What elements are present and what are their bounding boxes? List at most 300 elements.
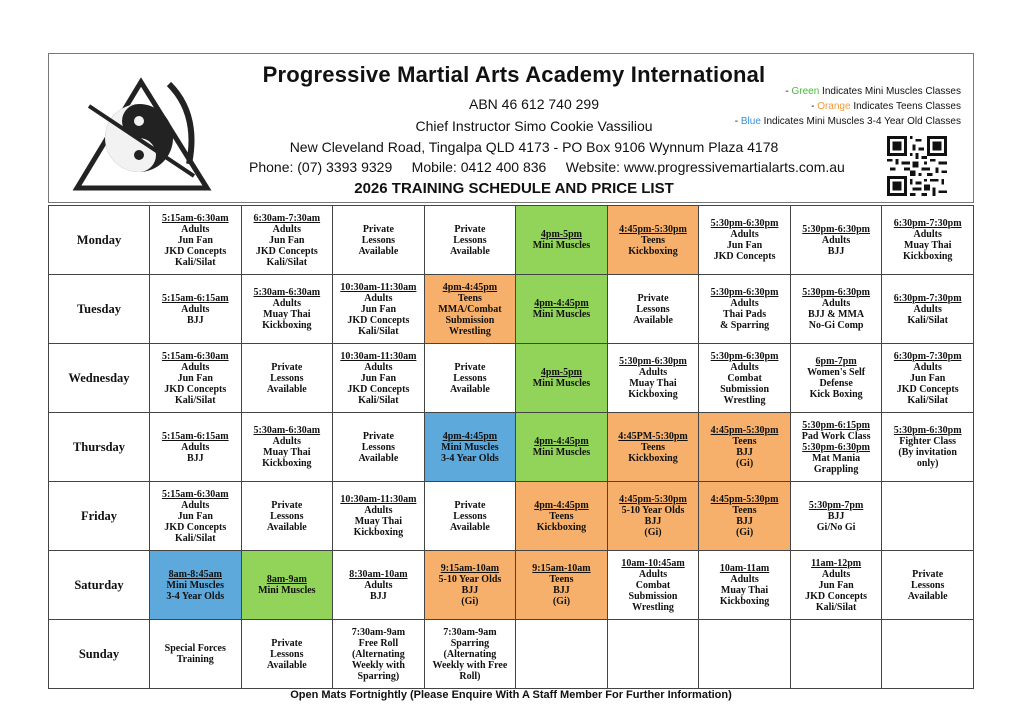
schedule-cell bbox=[241, 275, 333, 344]
class-detail: Mini Muscles bbox=[532, 378, 591, 389]
class-detail: BJJ bbox=[644, 516, 662, 527]
class-detail: Submission bbox=[445, 314, 495, 326]
class-detail: JKD Concepts bbox=[805, 590, 868, 602]
schedule-cell bbox=[333, 620, 425, 689]
class-detail: Private bbox=[912, 568, 944, 580]
class-detail: Available bbox=[266, 383, 307, 395]
class-detail: Kali/Silat bbox=[907, 314, 948, 326]
class-time: 4pm-4:45pm bbox=[442, 281, 498, 293]
class-detail: Kali/Silat bbox=[358, 325, 399, 337]
schedule-cell bbox=[333, 551, 425, 620]
schedule-cell bbox=[516, 344, 608, 413]
schedule-cell bbox=[882, 620, 974, 689]
class-detail: Lessons bbox=[270, 372, 304, 384]
class-detail: Adults bbox=[913, 303, 942, 315]
table-row bbox=[49, 206, 974, 275]
schedule-cell bbox=[150, 344, 242, 413]
class-time: 9:15am-10am bbox=[440, 563, 500, 574]
class-detail: Wrestling bbox=[632, 601, 674, 613]
class-time: 10:30am-11:30am bbox=[340, 281, 417, 293]
class-time: 4pm-4:45pm bbox=[442, 430, 498, 442]
class-time: 5:30pm-7pm bbox=[808, 499, 864, 511]
schedule-cell bbox=[333, 344, 425, 413]
schedule-cell bbox=[790, 344, 882, 413]
class-time: 5:15am-6:30am bbox=[161, 488, 229, 500]
class-detail: Available bbox=[450, 245, 490, 257]
schedule-cell bbox=[882, 551, 974, 620]
schedule-cell bbox=[516, 413, 608, 482]
class-detail: Available bbox=[450, 383, 490, 395]
class-detail: Submission bbox=[720, 383, 770, 395]
class-detail: JKD Concepts bbox=[713, 251, 776, 262]
class-detail: Gi/No Gi bbox=[816, 521, 856, 533]
day-label: Saturday bbox=[49, 551, 150, 620]
class-detail: BJJ bbox=[736, 516, 753, 527]
class-detail: Adults bbox=[364, 505, 393, 516]
class-detail: Special Forces bbox=[164, 643, 226, 654]
class-detail: Adults bbox=[638, 367, 668, 378]
legend-green: - Green Indicates Mini Muscles Classes bbox=[785, 86, 961, 97]
schedule-cell bbox=[882, 206, 974, 275]
class-detail: Available bbox=[266, 521, 307, 533]
class-time: 5:30pm-6:30pm bbox=[802, 287, 870, 298]
class-time: 9:15am-10am bbox=[532, 563, 591, 574]
schedule-cell bbox=[241, 482, 333, 551]
class-time: 6:30pm-7:30pm bbox=[893, 292, 962, 304]
class-detail: Jun Fan bbox=[177, 372, 213, 384]
class-time: 5:15am-6:15am bbox=[161, 430, 229, 442]
qr-code-icon bbox=[887, 136, 947, 196]
class-detail: Mini Muscles bbox=[166, 579, 225, 591]
class-detail: JKD Concepts bbox=[347, 314, 410, 326]
contact-text: Phone: (07) 3393 9329 Mobile: 0412 400 836 Website: www.progressivemartialarts.com.au bbox=[249, 159, 845, 175]
class-detail: Adults bbox=[730, 361, 759, 373]
schedule-cell bbox=[790, 551, 882, 620]
class-time: 5:30am-6:30am bbox=[253, 425, 321, 436]
class-detail: Jun Fan bbox=[177, 510, 213, 522]
class-detail: Mini Muscles bbox=[258, 585, 316, 596]
class-detail: Adults bbox=[730, 298, 759, 309]
class-detail: 7:30am-9am bbox=[351, 626, 406, 638]
class-detail: 3-4 Year Olds bbox=[166, 590, 225, 602]
class-time: 4pm-4:45pm bbox=[534, 499, 589, 511]
class-detail: Teens bbox=[549, 510, 574, 522]
class-detail: Fighter Class bbox=[899, 436, 957, 447]
class-detail: JKD Concepts bbox=[164, 245, 227, 257]
class-detail: Free Roll bbox=[358, 637, 399, 649]
class-time: 11am-12pm bbox=[811, 557, 862, 569]
schedule-cell bbox=[882, 344, 974, 413]
abn-text: ABN 46 612 740 299 bbox=[469, 96, 599, 112]
schedule-table bbox=[48, 205, 974, 689]
table-row bbox=[49, 413, 974, 482]
schedule-cell bbox=[699, 482, 791, 551]
class-time: 10am-10:45am bbox=[621, 557, 685, 569]
legend-blue: - Blue Indicates Mini Muscles 3-4 Year Old Classes bbox=[734, 116, 961, 127]
class-detail: Private bbox=[454, 361, 486, 373]
class-detail: Lessons bbox=[453, 372, 487, 384]
class-time: 4:45pm-5:30pm bbox=[619, 223, 687, 235]
class-time: 6:30pm-7:30pm bbox=[893, 350, 962, 362]
class-detail: Combat bbox=[635, 579, 671, 591]
class-detail: Adults bbox=[181, 303, 210, 315]
class-detail: BJJ bbox=[186, 452, 204, 464]
class-detail: JKD Concepts bbox=[896, 383, 959, 395]
class-detail: Adults bbox=[272, 223, 301, 235]
schedule-cell bbox=[790, 620, 882, 689]
schedule-title: 2026 TRAINING SCHEDULE AND PRICE LIST bbox=[354, 180, 674, 197]
class-detail: Kickboxing bbox=[628, 389, 678, 400]
schedule-cell bbox=[241, 344, 333, 413]
class-detail: Adults bbox=[821, 568, 851, 580]
class-time: 4pm-5pm bbox=[540, 229, 583, 240]
class-detail: Adults bbox=[364, 579, 393, 591]
schedule-cell bbox=[150, 413, 242, 482]
schedule-cell bbox=[150, 551, 242, 620]
class-time: 10am-11am bbox=[719, 563, 770, 574]
class-detail: Kickboxing bbox=[628, 245, 678, 257]
class-detail: & Sparring bbox=[719, 320, 770, 331]
class-time: 8am-8:45am bbox=[168, 568, 222, 580]
class-detail: BJJ & MMA bbox=[808, 309, 865, 320]
class-detail: Adults bbox=[181, 361, 210, 373]
class-time: 5:15am-6:30am bbox=[161, 350, 229, 362]
schedule-cell bbox=[516, 275, 608, 344]
schedule-cell bbox=[333, 482, 425, 551]
class-detail: Adults bbox=[181, 499, 210, 511]
schedule-cell bbox=[699, 275, 791, 344]
class-detail: MMA/Combat bbox=[438, 303, 502, 315]
class-detail: Muay Thai bbox=[629, 378, 677, 389]
class-detail: Adults bbox=[181, 223, 210, 235]
class-detail: Adults bbox=[364, 361, 393, 373]
class-detail: Jun Fan bbox=[269, 234, 305, 246]
schedule-cell bbox=[424, 344, 516, 413]
schedule-cell bbox=[333, 275, 425, 344]
table-row bbox=[49, 482, 974, 551]
class-detail: Adults bbox=[821, 298, 851, 309]
class-detail: Wrestling bbox=[723, 394, 766, 406]
schedule-cell bbox=[150, 620, 242, 689]
class-time: 6:30pm-7:30pm bbox=[893, 218, 962, 229]
class-detail: Private bbox=[271, 637, 303, 649]
schedule-cell bbox=[882, 482, 974, 551]
class-detail: BJJ bbox=[827, 510, 845, 522]
class-detail: Mini Muscles bbox=[532, 309, 591, 320]
schedule-cell bbox=[150, 275, 242, 344]
class-detail: Grappling bbox=[813, 463, 859, 475]
schedule-cell bbox=[241, 620, 333, 689]
class-detail: (Gi) bbox=[461, 596, 479, 607]
class-detail: Mini Muscles bbox=[532, 447, 591, 458]
class-detail: 5-10 Year Olds bbox=[438, 574, 502, 585]
class-detail: Jun Fan bbox=[910, 372, 946, 384]
class-detail: Lessons bbox=[911, 579, 945, 591]
class-detail: (Gi) bbox=[735, 527, 754, 538]
schedule-cell bbox=[699, 344, 791, 413]
class-detail: JKD Concepts bbox=[347, 383, 410, 395]
color-legend bbox=[735, 84, 961, 129]
class-detail: Kickboxing bbox=[536, 521, 587, 533]
day-label: Thursday bbox=[49, 413, 150, 482]
class-time: 5:30pm-6:30pm bbox=[710, 287, 779, 298]
schedule-cell bbox=[424, 620, 516, 689]
address-text: New Cleveland Road, Tingalpa QLD 4173 - PO Box 9106 Wynnum Plaza 4178 bbox=[289, 139, 779, 155]
header-box bbox=[48, 53, 974, 203]
class-detail: Adults bbox=[730, 229, 759, 240]
class-time: 4:45PM-5:30pm bbox=[618, 430, 688, 442]
class-detail: Adults bbox=[821, 234, 851, 246]
class-detail: Kickboxing bbox=[628, 452, 678, 464]
schedule-cell bbox=[607, 206, 699, 275]
class-detail: 7:30am-9am bbox=[443, 626, 497, 638]
class-detail: Adults bbox=[913, 229, 942, 240]
class-detail: Kickboxing bbox=[719, 596, 770, 607]
class-detail: Women's Self bbox=[807, 367, 866, 378]
class-detail: (Gi) bbox=[735, 458, 754, 469]
schedule-cell bbox=[607, 275, 699, 344]
class-detail: Adults bbox=[272, 298, 301, 309]
legend-orange: - Orange Indicates Teens Classes bbox=[811, 101, 961, 112]
day-label: Monday bbox=[49, 206, 150, 275]
class-detail: (Gi) bbox=[644, 527, 662, 538]
class-detail: Adults bbox=[364, 292, 393, 304]
schedule-cell bbox=[882, 413, 974, 482]
schedule-cell bbox=[699, 413, 791, 482]
class-detail: Available bbox=[358, 452, 399, 464]
schedule-cell bbox=[699, 620, 791, 689]
class-detail: JKD Concepts bbox=[164, 383, 227, 395]
schedule-cell bbox=[516, 620, 608, 689]
class-detail: Jun Fan bbox=[360, 303, 397, 315]
schedule-cell bbox=[790, 275, 882, 344]
class-detail: BJJ bbox=[553, 585, 570, 596]
class-detail: 3-4 Year Olds bbox=[441, 452, 499, 464]
class-detail: Kickboxing bbox=[902, 251, 953, 262]
class-time: 8am-9am bbox=[266, 574, 307, 585]
page-title: Progressive Martial Arts Academy International bbox=[262, 62, 766, 87]
class-detail: Kali/Silat bbox=[358, 394, 399, 406]
schedule-cell bbox=[424, 206, 516, 275]
class-time: 5:30pm-6:30pm bbox=[802, 441, 870, 453]
class-detail: Private bbox=[454, 223, 486, 235]
class-detail: Lessons bbox=[453, 234, 487, 246]
schedule-cell bbox=[607, 551, 699, 620]
schedule-cell bbox=[790, 206, 882, 275]
table-row bbox=[49, 551, 974, 620]
class-detail: Muay Thai bbox=[354, 516, 403, 527]
schedule-cell bbox=[424, 482, 516, 551]
class-detail: Kali/Silat bbox=[907, 394, 948, 406]
schedule-cell bbox=[607, 344, 699, 413]
class-detail: Lessons bbox=[453, 510, 487, 522]
class-time: 4pm-5pm bbox=[540, 367, 583, 378]
day-label: Friday bbox=[49, 482, 150, 551]
class-detail: Lessons bbox=[270, 648, 304, 660]
class-time: 4:45pm-5:30pm bbox=[619, 494, 687, 505]
schedule-cell bbox=[516, 482, 608, 551]
class-detail: Mini Muscles bbox=[532, 240, 591, 251]
class-detail: Adults bbox=[272, 436, 301, 447]
class-detail: Sparring bbox=[450, 637, 490, 649]
table-row bbox=[49, 275, 974, 344]
class-detail: Teens bbox=[732, 436, 757, 447]
class-detail: Jun Fan bbox=[360, 372, 397, 384]
class-detail: Available bbox=[358, 245, 399, 257]
class-detail: Teens bbox=[457, 292, 482, 304]
class-detail: (Gi) bbox=[552, 596, 571, 607]
schedule-cell bbox=[150, 482, 242, 551]
day-label: Tuesday bbox=[49, 275, 150, 344]
table-row bbox=[49, 620, 974, 689]
class-detail: Lessons bbox=[361, 441, 396, 453]
class-detail: Kickboxing bbox=[262, 458, 312, 469]
schedule-cell bbox=[699, 206, 791, 275]
class-detail: Teens bbox=[549, 574, 574, 585]
class-detail: Available bbox=[633, 314, 673, 326]
class-detail: Muay Thai bbox=[904, 240, 952, 251]
class-time: 6pm-7pm bbox=[815, 356, 857, 367]
class-detail: Training bbox=[176, 654, 214, 665]
class-time: 10:30am-11:30am bbox=[340, 494, 417, 505]
schedule-cell bbox=[424, 413, 516, 482]
class-time: 5:30pm-6:30pm bbox=[893, 425, 962, 436]
class-detail: Mini Muscles bbox=[441, 441, 499, 453]
class-time: 8:30am-10am bbox=[349, 568, 408, 580]
schedule-cell bbox=[516, 206, 608, 275]
day-label: Wednesday bbox=[49, 344, 150, 413]
class-detail: Private bbox=[271, 361, 303, 373]
schedule-cell bbox=[699, 551, 791, 620]
class-time: 6:30am-7:30am bbox=[253, 212, 321, 224]
class-detail: Private bbox=[362, 223, 394, 235]
class-time: 5:15am-6:30am bbox=[161, 212, 229, 224]
class-detail: Private bbox=[362, 430, 394, 442]
class-detail: Kick Boxing bbox=[809, 389, 863, 400]
class-detail: Kali/Silat bbox=[174, 532, 216, 544]
instructor-text: Chief Instructor Simo Cookie Vassiliou bbox=[415, 118, 653, 134]
class-detail: Private bbox=[454, 499, 486, 511]
class-detail: Weekly with bbox=[351, 659, 405, 671]
schedule-cell bbox=[607, 413, 699, 482]
class-time: 5:30pm-6:30pm bbox=[710, 350, 779, 362]
class-detail: Private bbox=[271, 499, 303, 511]
class-detail: 5-10 Year Olds bbox=[621, 505, 685, 516]
yin-yang-logo bbox=[69, 76, 214, 194]
schedule-cell bbox=[424, 551, 516, 620]
schedule-cell bbox=[424, 275, 516, 344]
class-detail: Adults bbox=[638, 568, 668, 580]
schedule-cell bbox=[516, 551, 608, 620]
class-detail: Private bbox=[637, 292, 669, 304]
class-detail: Combat bbox=[727, 372, 762, 384]
class-detail: only) bbox=[916, 458, 939, 469]
class-detail: BJJ bbox=[736, 447, 753, 458]
class-detail: Sparring) bbox=[357, 670, 400, 682]
class-detail: (Alternating bbox=[443, 648, 497, 660]
class-detail: Muay Thai bbox=[263, 309, 311, 320]
class-detail: Lessons bbox=[361, 234, 396, 246]
class-detail: BJJ bbox=[186, 314, 204, 326]
class-detail: BJJ bbox=[370, 590, 387, 602]
class-detail: Submission bbox=[628, 590, 678, 602]
class-detail: (By invitation bbox=[898, 447, 957, 458]
schedule-cell bbox=[607, 482, 699, 551]
class-time: 5:30pm-6:15pm bbox=[802, 419, 870, 431]
class-detail: BJJ bbox=[461, 585, 479, 596]
class-time: 5:15am-6:15am bbox=[161, 292, 229, 304]
class-detail: Thai Pads bbox=[723, 309, 767, 320]
class-detail: Teens bbox=[640, 441, 666, 453]
schedule-cell bbox=[150, 206, 242, 275]
class-time: 10:30am-11:30am bbox=[340, 350, 417, 362]
class-detail: Kickboxing bbox=[353, 527, 404, 538]
footer-note: Open Mats Fortnightly (Please Enquire With A Staff Member For Further Information) bbox=[290, 689, 732, 701]
schedule-cell bbox=[790, 482, 882, 551]
class-detail: Teens bbox=[640, 234, 666, 246]
class-detail: BJJ bbox=[827, 245, 845, 257]
class-time: 5:30am-6:30am bbox=[253, 287, 321, 298]
class-detail: Adults bbox=[730, 574, 759, 585]
class-detail: Jun Fan bbox=[177, 234, 213, 246]
class-detail: Adults bbox=[913, 361, 942, 373]
class-time: 4pm-4:45pm bbox=[534, 436, 589, 447]
class-detail: Available bbox=[450, 521, 490, 533]
class-detail: Kali/Silat bbox=[266, 256, 308, 268]
class-detail: Kali/Silat bbox=[174, 394, 216, 406]
schedule-cell bbox=[241, 413, 333, 482]
schedule-cell bbox=[790, 413, 882, 482]
class-detail: Lessons bbox=[636, 303, 670, 315]
schedule-cell bbox=[333, 206, 425, 275]
class-detail: (Alternating bbox=[351, 648, 405, 660]
class-time: 4:45pm-5:30pm bbox=[710, 425, 779, 436]
schedule-cell bbox=[607, 620, 699, 689]
schedule-cell bbox=[333, 413, 425, 482]
class-detail: Weekly with Free bbox=[432, 659, 508, 671]
class-detail: Kali/Silat bbox=[174, 256, 216, 268]
class-detail: Lessons bbox=[270, 510, 304, 522]
class-time: 4:45pm-5:30pm bbox=[710, 494, 779, 505]
class-detail: Available bbox=[266, 659, 307, 671]
class-detail: JKD Concepts bbox=[255, 245, 318, 257]
schedule-cell bbox=[241, 206, 333, 275]
class-detail: Kickboxing bbox=[262, 320, 312, 331]
class-detail: Mat Mania bbox=[812, 452, 861, 464]
class-detail: Kali/Silat bbox=[815, 601, 857, 613]
class-detail: Teens bbox=[732, 505, 757, 516]
class-detail: Wrestling bbox=[448, 325, 491, 337]
class-time: 5:30pm-6:30pm bbox=[802, 223, 870, 235]
schedule-cell bbox=[241, 551, 333, 620]
class-detail: No-Gi Comp bbox=[808, 320, 864, 331]
class-detail: Available bbox=[907, 590, 948, 602]
day-label: Sunday bbox=[49, 620, 150, 689]
class-detail: Muay Thai bbox=[720, 585, 769, 596]
class-detail: Defense bbox=[819, 378, 853, 389]
class-detail: Roll) bbox=[459, 670, 481, 682]
class-time: 4pm-4:45pm bbox=[534, 298, 589, 309]
class-detail: Pad Work Class bbox=[801, 430, 871, 442]
class-time: 5:30pm-6:30pm bbox=[619, 356, 687, 367]
class-detail: Jun Fan bbox=[818, 579, 854, 591]
schedule-cell bbox=[882, 275, 974, 344]
class-time: 5:30pm-6:30pm bbox=[710, 218, 779, 229]
class-detail: JKD Concepts bbox=[164, 521, 227, 533]
class-detail: Jun Fan bbox=[726, 240, 763, 251]
class-detail: Muay Thai bbox=[263, 447, 311, 458]
table-row bbox=[49, 344, 974, 413]
